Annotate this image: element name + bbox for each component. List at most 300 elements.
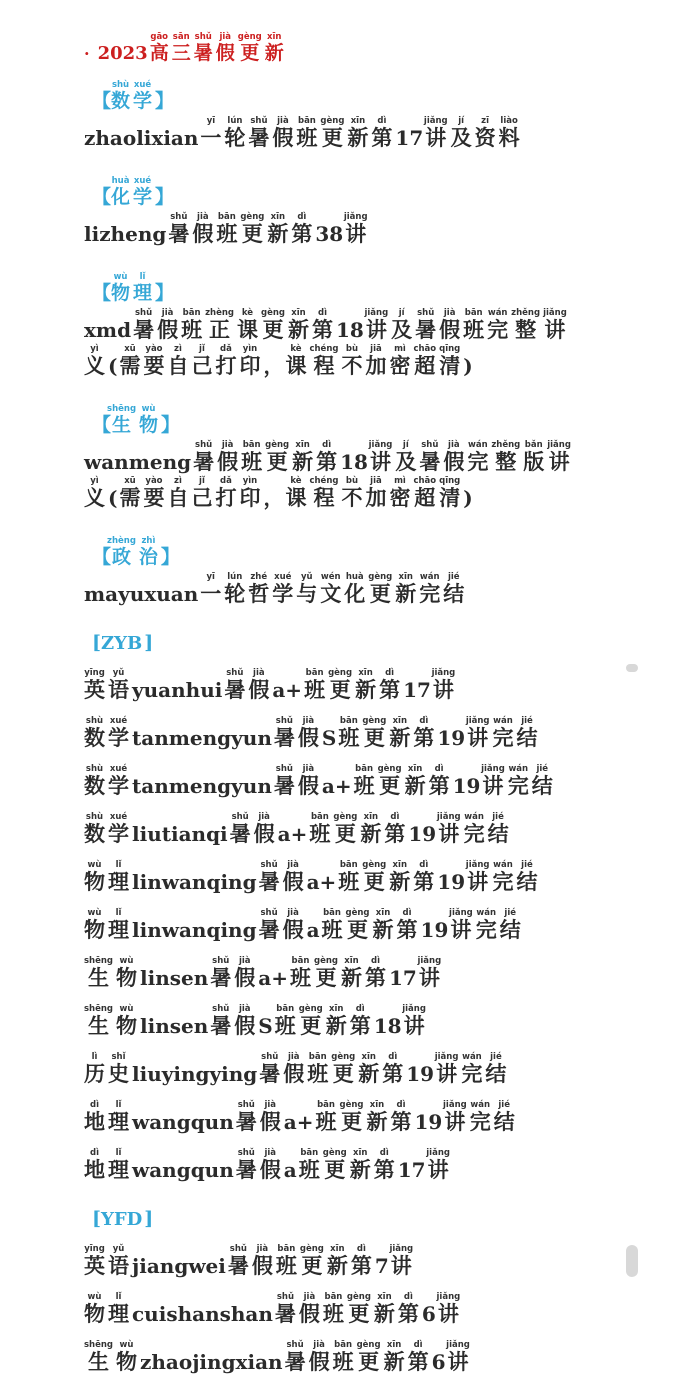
hanzi-char: 暑 bbox=[235, 1157, 257, 1182]
pinyin-annotation: chéng bbox=[309, 476, 339, 486]
hanzi-char: 讲 bbox=[389, 1253, 414, 1278]
hanzi-with-pinyin bbox=[390, 1100, 412, 1134]
hanzi-char: 假 bbox=[283, 1061, 305, 1086]
hanzi-char: 更 bbox=[322, 1157, 347, 1182]
hanzi-char: 更 bbox=[346, 1301, 371, 1326]
hanzi-char: 新 bbox=[373, 1301, 395, 1326]
hanzi-char: 义 bbox=[84, 485, 105, 510]
hanzi-with-pinyin bbox=[547, 440, 571, 474]
pinyin-annotation: jià bbox=[297, 716, 319, 726]
pinyin-annotation: chéng bbox=[309, 344, 339, 354]
hanzi-char: 暑 bbox=[284, 1349, 306, 1374]
hanzi-with-pinyin bbox=[439, 344, 461, 378]
pinyin-annotation: lún bbox=[224, 572, 246, 582]
hanzi-with-pinyin bbox=[469, 1100, 491, 1134]
hanzi-with-pinyin bbox=[192, 212, 214, 246]
pinyin-annotation: jǐ bbox=[191, 344, 213, 354]
course-item bbox=[84, 308, 670, 380]
course-item bbox=[84, 812, 670, 848]
hanzi-char: 理 bbox=[108, 1157, 129, 1182]
latin-text: mayuxuan bbox=[84, 582, 199, 606]
hanzi-with-pinyin bbox=[108, 1052, 129, 1086]
hanzi-with-pinyin bbox=[328, 668, 353, 702]
hanzi-char: 班 bbox=[463, 317, 485, 342]
hanzi-with-pinyin bbox=[439, 476, 461, 510]
latin-text: 19 bbox=[420, 918, 449, 942]
pinyin-annotation: qīng bbox=[439, 344, 461, 354]
hanzi-with-pinyin bbox=[332, 1340, 354, 1374]
hanzi-with-pinyin bbox=[133, 272, 153, 304]
hanzi-with-pinyin bbox=[292, 440, 314, 474]
hanzi-with-pinyin bbox=[84, 908, 105, 942]
hanzi-with-pinyin bbox=[224, 116, 246, 150]
hanzi-char: 轮 bbox=[224, 125, 246, 150]
scrollbar-thumb[interactable] bbox=[626, 1245, 638, 1277]
pinyin-annotation: wán bbox=[475, 908, 497, 918]
hanzi-char: 更 bbox=[331, 1061, 356, 1086]
hanzi-with-pinyin bbox=[108, 764, 129, 798]
hanzi-with-pinyin bbox=[493, 1100, 515, 1134]
hanzi-char: 更 bbox=[237, 42, 262, 64]
course-item bbox=[84, 1340, 670, 1376]
pinyin-annotation: shǔ bbox=[258, 860, 280, 870]
hanzi-char: 暑 bbox=[210, 1013, 232, 1038]
hanzi-with-pinyin bbox=[298, 1004, 323, 1038]
pinyin-annotation: lǐ bbox=[108, 1148, 129, 1158]
pinyin-annotation: xīn bbox=[366, 1100, 388, 1110]
hanzi-with-pinyin bbox=[258, 860, 280, 894]
hanzi-with-pinyin bbox=[299, 1244, 324, 1278]
hanzi-with-pinyin bbox=[415, 308, 437, 342]
pinyin-annotation: jiǎng bbox=[443, 1100, 467, 1110]
hanzi-char: 暑 bbox=[259, 1061, 281, 1086]
hanzi-char: 暑 bbox=[227, 1253, 249, 1278]
hanzi-char: 结 bbox=[443, 581, 465, 606]
hanzi-char: 新 bbox=[355, 677, 377, 702]
pinyin-annotation: gèng bbox=[322, 1148, 347, 1158]
pinyin-annotation: jià bbox=[443, 440, 465, 450]
hanzi-with-pinyin bbox=[481, 764, 505, 798]
latin-text: 6 bbox=[421, 1302, 436, 1326]
pinyin-annotation: dì bbox=[428, 764, 450, 774]
pinyin-annotation: bān bbox=[307, 1052, 329, 1062]
pinyin-annotation: bǎn bbox=[523, 440, 545, 450]
hanzi-char: 更 bbox=[356, 1349, 381, 1374]
course-item bbox=[84, 668, 670, 704]
latin-text: wangqun bbox=[132, 1110, 234, 1134]
course-item bbox=[84, 572, 670, 608]
hanzi-with-pinyin bbox=[111, 176, 131, 208]
hanzi-char: 新 bbox=[326, 1253, 348, 1278]
hanzi-char: 新 bbox=[292, 449, 314, 474]
pinyin-annotation: shǔ bbox=[227, 1244, 249, 1254]
pinyin-annotation: shǔ bbox=[273, 764, 295, 774]
latin-text: a+ bbox=[321, 774, 352, 798]
pinyin-annotation: dì bbox=[390, 1100, 412, 1110]
pinyin-annotation: xué bbox=[108, 812, 129, 822]
hanzi-char: 更 bbox=[368, 581, 393, 606]
hanzi-char: 暑 bbox=[274, 1301, 296, 1326]
hanzi-with-pinyin bbox=[273, 716, 295, 750]
section-header bbox=[92, 536, 670, 569]
text-line bbox=[84, 956, 670, 992]
hanzi-with-pinyin bbox=[315, 1100, 337, 1134]
hanzi-char: 讲 bbox=[436, 821, 461, 846]
hanzi-char: 数 bbox=[84, 725, 105, 750]
latin-text: a+ bbox=[306, 870, 337, 894]
pinyin-annotation: shǔ bbox=[284, 1340, 306, 1350]
pinyin-annotation: shù bbox=[84, 812, 105, 822]
hanzi-with-pinyin bbox=[353, 764, 375, 798]
hanzi-char: 暑 bbox=[248, 125, 270, 150]
pinyin-annotation: lǐ bbox=[108, 860, 129, 870]
pinyin-annotation: jié bbox=[516, 716, 538, 726]
hanzi-with-pinyin bbox=[133, 80, 153, 112]
bracket-close: 】 bbox=[155, 90, 175, 112]
pinyin-annotation: dì bbox=[379, 668, 401, 678]
hanzi-with-pinyin bbox=[307, 1052, 329, 1086]
hanzi-char: 新 bbox=[264, 42, 284, 64]
pinyin-annotation: lǐ bbox=[108, 908, 129, 918]
hanzi-with-pinyin bbox=[431, 668, 456, 702]
hanzi-with-pinyin bbox=[389, 716, 411, 750]
text-line bbox=[84, 308, 670, 344]
hanzi-char: 物 bbox=[116, 965, 137, 990]
latin-text: linsen bbox=[140, 1014, 209, 1038]
pinyin-annotation: wán bbox=[461, 1052, 483, 1062]
hanzi-char: 第 bbox=[382, 1061, 404, 1086]
hanzi-char: 及 bbox=[450, 125, 472, 150]
hanzi-with-pinyin bbox=[373, 1148, 395, 1182]
latin-text: linsen bbox=[140, 966, 209, 990]
hanzi-char: 理 bbox=[133, 282, 153, 304]
text-line bbox=[84, 1292, 670, 1328]
hanzi-with-pinyin bbox=[139, 404, 159, 436]
pinyin-annotation: lǐ bbox=[108, 1292, 129, 1302]
hanzi-char: 班 bbox=[296, 125, 318, 150]
section-header bbox=[92, 404, 670, 437]
hanzi-char: 班 bbox=[307, 1061, 329, 1086]
hanzi-char: 密 bbox=[389, 485, 411, 510]
pinyin-annotation: bān bbox=[216, 212, 238, 222]
bracket-open: 【 bbox=[92, 282, 112, 304]
hanzi-char: 学 bbox=[272, 581, 294, 606]
hanzi-with-pinyin bbox=[133, 176, 153, 208]
hanzi-char: 高 bbox=[149, 42, 169, 64]
hanzi-with-pinyin bbox=[193, 32, 213, 64]
hanzi-char: 加 bbox=[365, 485, 387, 510]
hanzi-with-pinyin bbox=[236, 308, 258, 342]
hanzi-with-pinyin bbox=[423, 116, 448, 150]
pinyin-annotation: jià bbox=[308, 1340, 330, 1350]
pinyin-annotation: yìn bbox=[239, 344, 261, 354]
hanzi-char: 暑 bbox=[235, 1109, 257, 1134]
hanzi-char: 不 bbox=[341, 485, 363, 510]
hanzi-char: 理 bbox=[108, 869, 129, 894]
hanzi-char: 暑 bbox=[224, 677, 246, 702]
bracket-open: [ bbox=[92, 632, 101, 654]
hanzi-with-pinyin bbox=[193, 440, 215, 474]
hanzi-with-pinyin bbox=[200, 572, 222, 606]
pinyin-annotation: bān bbox=[274, 1004, 296, 1014]
hanzi-with-pinyin bbox=[384, 812, 406, 846]
pinyin-annotation: dì bbox=[364, 956, 386, 966]
latin-text: 7 bbox=[374, 1254, 389, 1278]
hanzi-with-pinyin bbox=[389, 476, 411, 510]
pinyin-annotation: wén bbox=[320, 572, 342, 582]
text-line bbox=[84, 764, 670, 800]
hanzi-with-pinyin bbox=[138, 536, 158, 568]
pinyin-annotation: gèng bbox=[331, 1052, 356, 1062]
hanzi-char: 班 bbox=[338, 869, 360, 894]
hanzi-char: 讲 bbox=[343, 221, 368, 246]
hanzi-with-pinyin bbox=[108, 1100, 129, 1134]
pinyin-annotation: wán bbox=[467, 440, 489, 450]
latin-text: linwanqing bbox=[132, 870, 257, 894]
pinyin-annotation: xīn bbox=[389, 716, 411, 726]
pinyin-annotation: shǔ bbox=[248, 116, 270, 126]
hanzi-char: 班 bbox=[275, 1253, 297, 1278]
hanzi-char: 印 bbox=[239, 485, 261, 510]
pinyin-annotation: jié bbox=[487, 812, 509, 822]
hanzi-with-pinyin bbox=[516, 716, 538, 750]
hanzi-char: 讲 bbox=[465, 725, 490, 750]
pinyin-annotation: bān bbox=[309, 812, 331, 822]
hanzi-with-pinyin bbox=[316, 440, 338, 474]
latin-text: ， bbox=[263, 486, 284, 510]
latin-text: a+ bbox=[258, 966, 288, 990]
hanzi-char: 第 bbox=[291, 221, 313, 246]
pinyin-annotation: shǔ bbox=[274, 1292, 296, 1302]
pinyin-annotation: jiǎng bbox=[449, 908, 473, 918]
pinyin-annotation: xīn bbox=[404, 764, 426, 774]
pinyin-annotation: yǔ bbox=[296, 572, 318, 582]
hanzi-with-pinyin bbox=[84, 1052, 105, 1086]
hanzi-with-pinyin bbox=[237, 32, 262, 64]
hanzi-char: 英 bbox=[84, 1253, 105, 1278]
latin-text: 19 bbox=[408, 822, 437, 846]
hanzi-with-pinyin bbox=[322, 1148, 347, 1182]
hanzi-with-pinyin bbox=[108, 860, 129, 894]
pinyin-annotation: bān bbox=[338, 860, 360, 870]
hanzi-char: 第 bbox=[379, 677, 401, 702]
hanzi-with-pinyin bbox=[426, 1148, 450, 1182]
hanzi-with-pinyin bbox=[157, 308, 179, 342]
hanzi-char: 程 bbox=[309, 485, 339, 510]
text-line bbox=[84, 212, 670, 248]
hanzi-with-pinyin bbox=[291, 212, 313, 246]
hanzi-with-pinyin bbox=[347, 116, 369, 150]
hanzi-with-pinyin bbox=[341, 344, 363, 378]
pinyin-annotation: xīn bbox=[383, 1340, 405, 1350]
hanzi-char: 更 bbox=[260, 317, 285, 342]
hanzi-with-pinyin bbox=[285, 344, 307, 378]
hanzi-with-pinyin bbox=[267, 212, 289, 246]
hanzi-with-pinyin bbox=[340, 956, 362, 990]
latin-text: 19 bbox=[406, 1062, 435, 1086]
pinyin-annotation: chāo bbox=[413, 344, 437, 354]
latin-text: zhaolixian bbox=[84, 126, 199, 150]
pinyin-annotation: dì bbox=[382, 1052, 404, 1062]
hanzi-char: 班 bbox=[315, 1109, 337, 1134]
hanzi-with-pinyin bbox=[84, 1244, 105, 1278]
pinyin-annotation: dì bbox=[413, 860, 435, 870]
hanzi-with-pinyin bbox=[296, 572, 318, 606]
pinyin-annotation: shǔ bbox=[235, 1100, 257, 1110]
hanzi-with-pinyin bbox=[395, 440, 417, 474]
hanzi-char: 资 bbox=[474, 125, 496, 150]
hanzi-char: 义 bbox=[84, 353, 105, 378]
hanzi-with-pinyin bbox=[499, 908, 521, 942]
hanzi-with-pinyin bbox=[143, 344, 165, 378]
pinyin-annotation: jiǎng bbox=[434, 1052, 459, 1062]
hanzi-char: 物 bbox=[111, 282, 131, 304]
pinyin-annotation: xīn bbox=[292, 440, 314, 450]
hanzi-with-pinyin bbox=[396, 908, 418, 942]
text-line bbox=[84, 668, 670, 704]
pinyin-annotation: shǔ bbox=[273, 716, 295, 726]
hanzi-char: 暑 bbox=[258, 917, 280, 942]
pinyin-annotation: yīng bbox=[84, 668, 105, 678]
hanzi-char: 第 bbox=[350, 1253, 372, 1278]
pinyin-annotation: jié bbox=[493, 1100, 515, 1110]
hanzi-char: 更 bbox=[362, 869, 387, 894]
hanzi-char: 假 bbox=[251, 1253, 273, 1278]
hanzi-char: 版 bbox=[523, 449, 545, 474]
pinyin-annotation: wán bbox=[419, 572, 441, 582]
scrollbar-thumb-top[interactable] bbox=[626, 664, 638, 672]
hanzi-char: 新 bbox=[383, 1349, 405, 1374]
hanzi-with-pinyin bbox=[264, 32, 284, 64]
latin-text: ( bbox=[108, 486, 118, 510]
hanzi-char: 数 bbox=[84, 821, 105, 846]
hanzi-char: 讲 bbox=[426, 1157, 450, 1182]
hanzi-char: 讲 bbox=[543, 317, 567, 342]
pinyin-annotation: jiǎng bbox=[446, 1340, 470, 1350]
hanzi-char: 假 bbox=[272, 125, 294, 150]
pinyin-annotation: mì bbox=[389, 344, 411, 354]
hanzi-with-pinyin bbox=[234, 956, 256, 990]
hanzi-char: 理 bbox=[108, 917, 129, 942]
hanzi-char: 历 bbox=[84, 1061, 105, 1086]
pinyin-annotation: xīn bbox=[325, 1004, 347, 1014]
pinyin-annotation: xīn bbox=[264, 32, 284, 42]
course-item bbox=[84, 1148, 670, 1184]
pinyin-annotation: shǔ bbox=[168, 212, 190, 222]
pinyin-annotation: jié bbox=[499, 908, 521, 918]
pinyin-annotation: jiǎng bbox=[465, 860, 490, 870]
hanzi-char: 更 bbox=[362, 725, 387, 750]
pinyin-annotation: wù bbox=[111, 272, 131, 282]
pinyin-annotation: gèng bbox=[328, 668, 353, 678]
latin-text: zhaojingxian bbox=[140, 1350, 283, 1374]
pinyin-annotation: jié bbox=[516, 860, 538, 870]
pinyin-annotation: dì bbox=[407, 1340, 429, 1350]
pinyin-annotation: xīn bbox=[287, 308, 309, 318]
latin-text: S bbox=[258, 1014, 273, 1038]
hanzi-char: 结 bbox=[493, 1109, 515, 1134]
pinyin-annotation: yǔ bbox=[108, 1244, 129, 1254]
hanzi-char: 讲 bbox=[481, 773, 505, 798]
pinyin-annotation: zī bbox=[474, 116, 496, 126]
hanzi-char: 暑 bbox=[273, 773, 295, 798]
hanzi-with-pinyin bbox=[368, 440, 393, 474]
pinyin-annotation: shǔ bbox=[133, 308, 155, 318]
hanzi-with-pinyin bbox=[365, 476, 387, 510]
hanzi-char: 学 bbox=[108, 821, 129, 846]
section-header-label: YFD bbox=[101, 1209, 143, 1230]
pinyin-annotation: shǔ bbox=[210, 956, 232, 966]
hanzi-char: 超 bbox=[413, 353, 437, 378]
latin-text: 19 bbox=[414, 1110, 443, 1134]
pinyin-annotation: gèng bbox=[345, 908, 370, 918]
hanzi-char: 与 bbox=[296, 581, 318, 606]
bracket-open: 【 bbox=[92, 414, 112, 436]
hanzi-char: 假 bbox=[282, 917, 304, 942]
hanzi-with-pinyin bbox=[275, 1244, 297, 1278]
hanzi-char: 史 bbox=[108, 1061, 129, 1086]
pinyin-annotation: shǔ bbox=[193, 32, 213, 42]
hanzi-char: 完 bbox=[419, 581, 441, 606]
course-item bbox=[84, 116, 670, 152]
hanzi-with-pinyin bbox=[313, 956, 338, 990]
hanzi-char: 物 bbox=[116, 1349, 137, 1374]
hanzi-with-pinyin bbox=[325, 1004, 347, 1038]
hanzi-with-pinyin bbox=[320, 572, 342, 606]
hanzi-char: 轮 bbox=[224, 581, 246, 606]
hanzi-char: 自 bbox=[167, 353, 189, 378]
course-item bbox=[84, 1244, 670, 1280]
hanzi-char: 及 bbox=[395, 449, 417, 474]
hanzi-char: 第 bbox=[364, 965, 386, 990]
hanzi-char: 讲 bbox=[446, 1349, 470, 1374]
text-line bbox=[84, 440, 670, 476]
hanzi-char: 暑 bbox=[168, 221, 190, 246]
hanzi-with-pinyin bbox=[389, 860, 411, 894]
hanzi-with-pinyin bbox=[289, 956, 311, 990]
pinyin-annotation: xīn bbox=[267, 212, 289, 222]
hanzi-with-pinyin bbox=[346, 1292, 371, 1326]
pinyin-annotation: xīn bbox=[326, 1244, 348, 1254]
pinyin-annotation: lǐ bbox=[108, 1100, 129, 1110]
hanzi-char: 讲 bbox=[436, 1301, 461, 1326]
pinyin-annotation: wán bbox=[507, 764, 529, 774]
hanzi-char: 更 bbox=[265, 449, 290, 474]
hanzi-with-pinyin bbox=[349, 1148, 371, 1182]
hanzi-with-pinyin bbox=[339, 1100, 364, 1134]
hanzi-with-pinyin bbox=[215, 344, 237, 378]
hanzi-char: 整 bbox=[511, 317, 541, 342]
hanzi-with-pinyin bbox=[84, 1100, 105, 1134]
hanzi-char: 完 bbox=[469, 1109, 491, 1134]
hanzi-with-pinyin bbox=[366, 1100, 388, 1134]
pinyin-annotation: huà bbox=[344, 572, 366, 582]
hanzi-char: 自 bbox=[167, 485, 189, 510]
pinyin-annotation: xīn bbox=[347, 116, 369, 126]
hanzi-with-pinyin bbox=[320, 116, 345, 150]
pinyin-annotation: shǔ bbox=[235, 1148, 257, 1158]
hanzi-with-pinyin bbox=[251, 1244, 273, 1278]
hanzi-with-pinyin bbox=[463, 308, 485, 342]
hanzi-with-pinyin bbox=[362, 860, 387, 894]
hanzi-with-pinyin bbox=[107, 536, 136, 568]
hanzi-char: 清 bbox=[439, 485, 461, 510]
latin-text: ) bbox=[463, 354, 473, 378]
text-line bbox=[84, 1244, 670, 1280]
hanzi-char: 加 bbox=[365, 353, 387, 378]
pinyin-annotation: bān bbox=[463, 308, 485, 318]
hanzi-with-pinyin bbox=[358, 1052, 380, 1086]
